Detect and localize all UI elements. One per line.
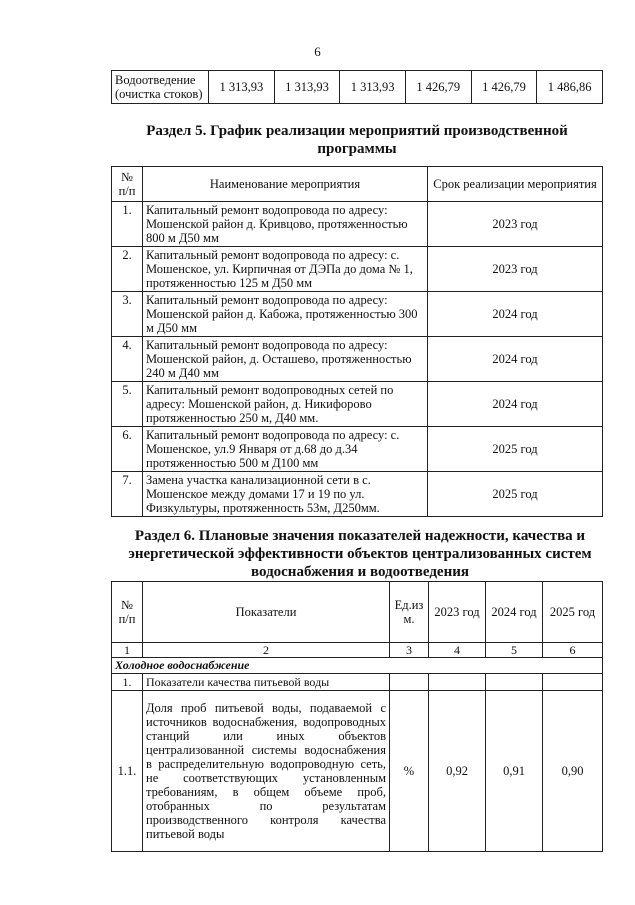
row-num: 2. xyxy=(112,247,143,292)
header-indicators: Показатели xyxy=(143,582,390,643)
table-row xyxy=(112,337,603,382)
value-cell: 1 313,93 xyxy=(274,71,340,104)
index-cell: 6 xyxy=(543,643,603,658)
table-row xyxy=(112,292,603,337)
column-index-row xyxy=(112,643,603,658)
table-row xyxy=(112,472,603,517)
section-label-row xyxy=(112,658,603,674)
row-name: Замена участка канализационной сети в с. Мошенское между домами 17 и 19 по ул. Физкультуры, протяженность 53м, Д250мм. xyxy=(143,472,428,517)
table-row xyxy=(112,202,603,247)
header-unit: Ед.из м. xyxy=(390,582,429,643)
value-cell: 1 313,93 xyxy=(340,71,406,104)
table-row xyxy=(112,427,603,472)
row-name: Капитальный ремонт водопровода по адресу: Мошенской район, д. Осташево, протяженностью 240 м Д40 мм xyxy=(143,337,428,382)
row-num: 1. xyxy=(112,202,143,247)
index-cell: 4 xyxy=(429,643,486,658)
row-term: 2025 год xyxy=(428,472,603,517)
value-cell: 1 426,79 xyxy=(405,71,471,104)
section5-title: Раздел 5. График реализации мероприятий производственной программы xyxy=(146,123,568,157)
row-name: Капитальный ремонт водопровода по адресу: Мошенской район д. Кабожа, протяженностью 300 м Д50 мм xyxy=(143,292,428,337)
row-num: 1.1. xyxy=(112,691,143,852)
section6-title: Раздел 6. Плановые значения показателей надежности, качества и энергетической эффективности объектов централизованных систем водоснабжения и водоотведения xyxy=(128,528,592,580)
sub-num: 1. xyxy=(112,674,143,691)
index-cell: 5 xyxy=(486,643,543,658)
section6-table xyxy=(111,581,603,852)
row-num: 7. xyxy=(112,472,143,517)
index-cell: 3 xyxy=(390,643,429,658)
table-header-row xyxy=(112,167,603,202)
row-name: Капитальный ремонт водопровода по адресу: Мошенской район д. Кривцово, протяженностью 800 м Д50 мм xyxy=(143,202,428,247)
table-row xyxy=(112,71,603,104)
table-row xyxy=(112,247,603,292)
empty-cell xyxy=(390,674,429,691)
row-num: 4. xyxy=(112,337,143,382)
row-term: 2025 год xyxy=(428,427,603,472)
value-cell: 1 426,79 xyxy=(471,71,537,104)
sub-label: Показатели качества питьевой воды xyxy=(143,674,390,691)
empty-cell xyxy=(543,674,603,691)
index-cell: 2 xyxy=(143,643,390,658)
page-number: 6 xyxy=(314,44,321,59)
row-text: Доля проб питьевой воды, подаваемой с источников водоснабжения, водопроводных станций или иных объектов централизованной системы водоснабжения в распределительную водопроводную сеть, не соответствующих установленным требованиям, в общем объеме проб, отобранных по результатам производственного контроля качества питьевой воды xyxy=(143,691,390,852)
tariff-table-fragment xyxy=(111,70,603,104)
row-value-2023: 0,92 xyxy=(429,691,486,852)
table-row xyxy=(112,691,603,852)
empty-cell xyxy=(429,674,486,691)
row-term: 2023 год xyxy=(428,202,603,247)
row-term: 2024 год xyxy=(428,292,603,337)
row-term: 2024 год xyxy=(428,337,603,382)
table-header-row xyxy=(112,582,603,643)
row-num: 3. xyxy=(112,292,143,337)
row-num: 6. xyxy=(112,427,143,472)
header-2024: 2024 год xyxy=(486,582,543,643)
row-term: 2023 год xyxy=(428,247,603,292)
row-name: Капитальный ремонт водопровода по адресу: с. Мошенское, ул.9 Января от д.68 до д.34 протяженностью 500 м Д100 мм xyxy=(143,427,428,472)
row-unit: % xyxy=(390,691,429,852)
row-label: Водоотведение (очистка стоков) xyxy=(112,71,209,104)
table-row xyxy=(112,382,603,427)
section5-table xyxy=(111,166,603,517)
header-2025: 2025 год xyxy=(543,582,603,643)
subsection-row xyxy=(112,674,603,691)
header-num: № п/п xyxy=(112,582,143,643)
row-value-2025: 0,90 xyxy=(543,691,603,852)
row-term: 2024 год xyxy=(428,382,603,427)
section-label: Холодное водоснабжение xyxy=(112,658,603,674)
header-num: № п/п xyxy=(112,167,143,202)
row-num: 5. xyxy=(112,382,143,427)
header-term: Срок реализации мероприятия xyxy=(428,167,603,202)
value-cell: 1 313,93 xyxy=(209,71,275,104)
row-value-2024: 0,91 xyxy=(486,691,543,852)
row-name: Капитальный ремонт водопровода по адресу: с. Мошенское, ул. Кирпичная от ДЭПа до дома № 1, протяженностью 125 м Д50 мм xyxy=(143,247,428,292)
index-cell: 1 xyxy=(112,643,143,658)
header-name: Наименование мероприятия xyxy=(143,167,428,202)
value-cell: 1 486,86 xyxy=(537,71,603,104)
empty-cell xyxy=(486,674,543,691)
row-name: Капитальный ремонт водопроводных сетей по адресу: Мошенской район, д. Никифорово протяженностью 250 м, Д40 мм. xyxy=(143,382,428,427)
header-2023: 2023 год xyxy=(429,582,486,643)
